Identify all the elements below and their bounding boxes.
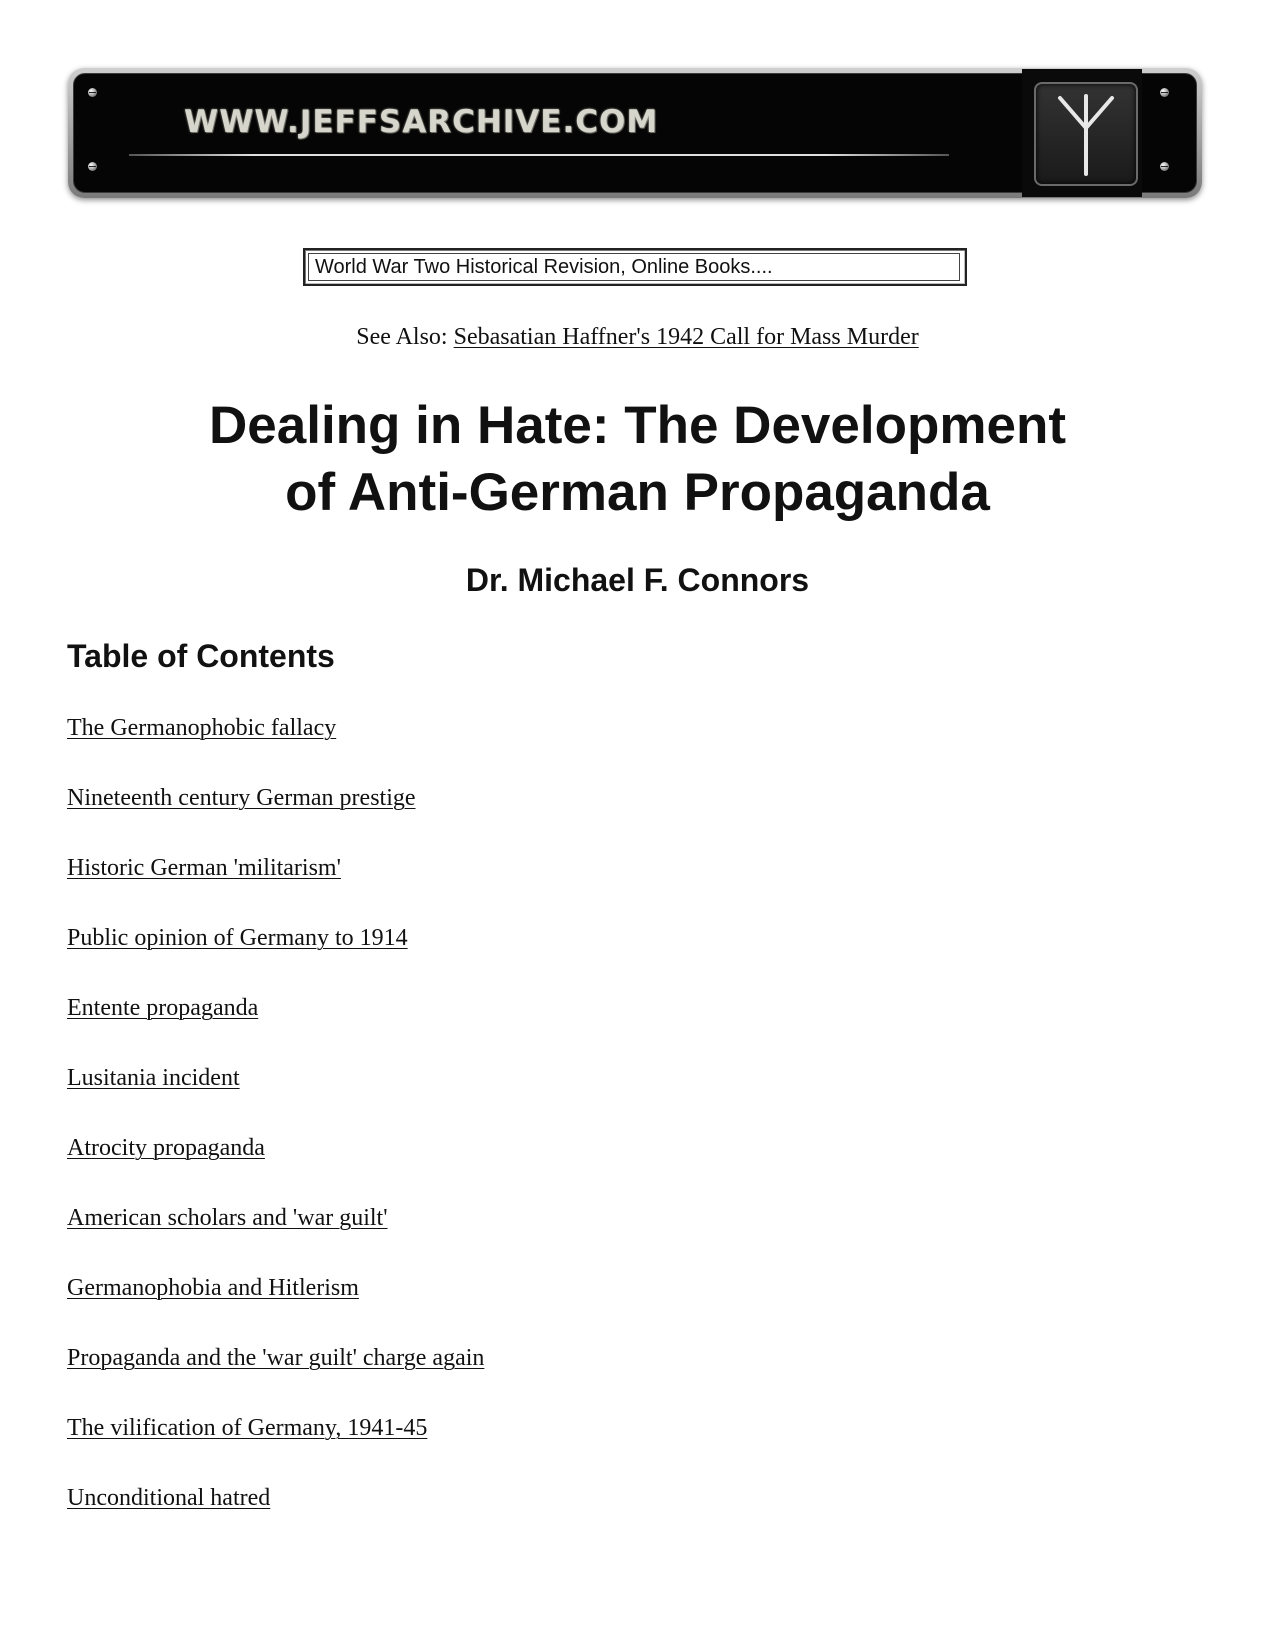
toc-link-vilification[interactable]: The vilification of Germany, 1941-45: [67, 1415, 428, 1441]
toc-link-atrocity-propaganda[interactable]: Atrocity propaganda: [67, 1135, 265, 1161]
toc-link-unconditional-hatred[interactable]: Unconditional hatred: [67, 1485, 271, 1511]
screw-icon: [88, 88, 97, 97]
toc-list: [67, 713, 484, 1553]
banner-panel: [73, 73, 1197, 193]
toc-item: [67, 713, 484, 783]
toc-link-german-prestige[interactable]: Nineteenth century German prestige: [67, 785, 416, 811]
page-title: [120, 392, 1155, 526]
toc-link-lusitania[interactable]: Lusitania incident: [67, 1065, 240, 1091]
rune-emblem-icon: [1034, 82, 1138, 186]
see-also-link[interactable]: Sebasatian Haffner's 1942 Call for Mass Murder: [453, 324, 919, 350]
toc-link-entente-propaganda[interactable]: Entente propaganda: [67, 995, 259, 1021]
toc-link-war-guilt-again[interactable]: Propaganda and the 'war guilt' charge again: [67, 1345, 485, 1371]
toc-item: [67, 1483, 484, 1553]
site-logo-text: WWW.JEFFSARCHIVE.COM: [184, 104, 659, 140]
site-banner[interactable]: [68, 68, 1202, 198]
toc-link-german-militarism[interactable]: Historic German 'militarism': [67, 855, 341, 881]
toc-item: [67, 783, 484, 853]
toc-item: [67, 993, 484, 1063]
toc-item: [67, 1133, 484, 1203]
page-title-line-2: of Anti-German Propaganda: [285, 463, 990, 522]
page-title-line-1: Dealing in Hate: The Development: [209, 396, 1066, 455]
search-input[interactable]: [308, 253, 960, 281]
see-also-label: See Also:: [356, 324, 448, 350]
toc-item: [67, 1413, 484, 1483]
toc-item: [67, 1063, 484, 1133]
toc-item: [67, 1203, 484, 1273]
toc-link-germanophobia-hitlerism[interactable]: Germanophobia and Hitlerism: [67, 1275, 359, 1301]
toc-link-public-opinion[interactable]: Public opinion of Germany to 1914: [67, 925, 408, 951]
toc-link-germanophobic-fallacy[interactable]: The Germanophobic fallacy: [67, 715, 337, 741]
author-name: Dr. Michael F. Connors: [465, 562, 810, 598]
search-box[interactable]: [303, 248, 967, 286]
screw-icon: [1160, 88, 1169, 97]
screw-icon: [88, 162, 97, 171]
toc-heading: Table of Contents: [67, 638, 335, 674]
toc-link-american-scholars[interactable]: American scholars and 'war guilt': [67, 1205, 388, 1231]
toc-item: [67, 923, 484, 993]
see-also: [0, 322, 1275, 352]
toc-item: [67, 853, 484, 923]
screw-icon: [1160, 162, 1169, 171]
toc-item: [67, 1343, 484, 1413]
toc-item: [67, 1273, 484, 1343]
banner-divider: [129, 154, 949, 156]
